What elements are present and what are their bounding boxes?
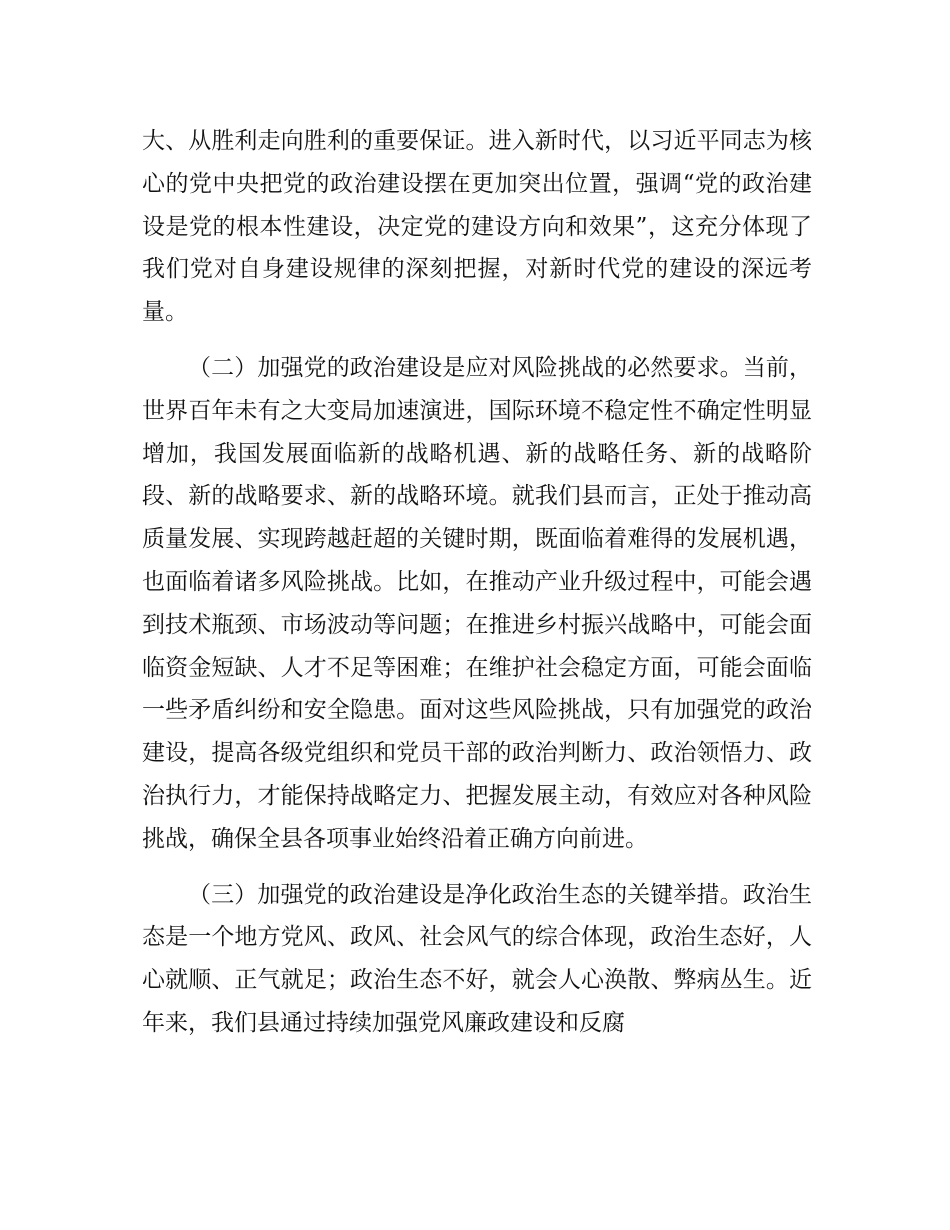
paragraph-section-two: （二）加强党的政治建设是应对风险挑战的必然要求。当前，世界百年未有之大变局加速演进，国际环境不稳定性不确定性明显增加，我国发展面临新的战略机遇、新的战略任务、新的战略阶段、新的战略要求、新的战略环境。就我们县而言，正处于推动高质量发展、实现跨越赶超的关键时期，既面临着难得的发展机遇，也面临着诸多风险挑战。比如，在推动产业升级过程中，可能会遇到技术瓶颈、市场波动等问题；在推进乡村振兴战略中，可能会面临资金短缺、人才不足等困难；在维护社会稳定方面，可能会面临一些矛盾纠纷和安全隐患。面对这些风险挑战，只有加强党的政治建设，提高各级党组织和党员干部的政治判断力、政治领悟力、政治执行力，才能保持战略定力、把握发展主动，有效应对各种风险挑战，确保全县各项事业始终沿着正确方向前进。 — [142, 354, 812, 852]
document-body — [142, 120, 812, 1058]
paragraph-continuation: 大、从胜利走向胜利的重要保证。进入新时代，以习近平同志为核心的党中央把党的政治建设摆在更加突出位置，强调“党的政治建设是党的根本性建设，决定党的建设方向和效果”，这充分体现了我们党对自身建设规律的深刻把握，对新时代党的建设的深远考量。 — [142, 128, 812, 326]
paragraph-section-three: （三）加强党的政治建设是净化政治生态的关键举措。政治生态是一个地方党风、政风、社会风气的综合体现，政治生态好，人心就顺、正气就足；政治生态不好，就会人心涣散、弊病丛生。近年来，我们县通过持续加强党风廉政建设和反腐 — [142, 881, 812, 1036]
